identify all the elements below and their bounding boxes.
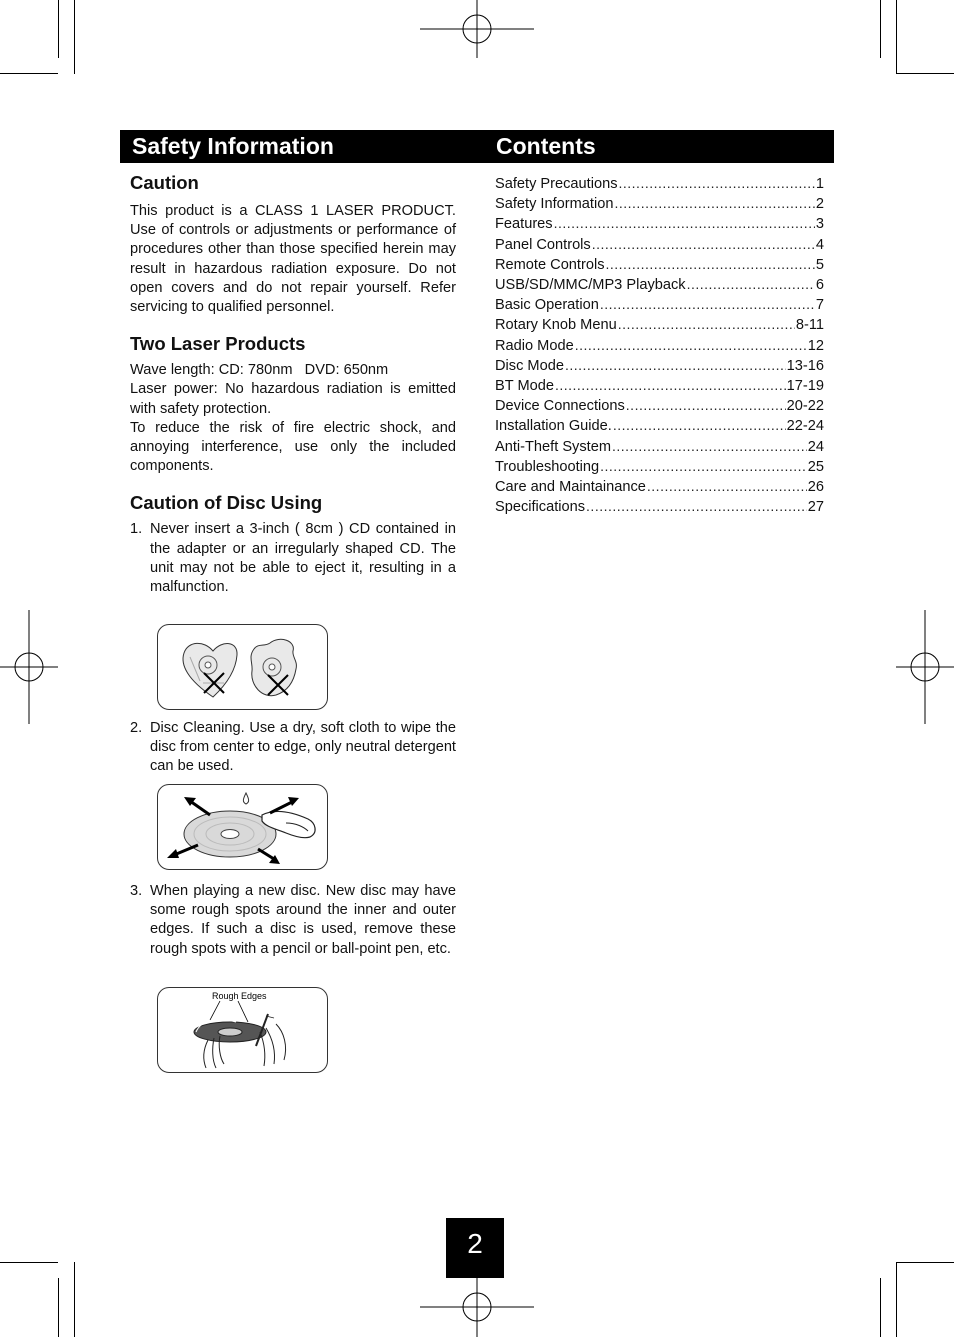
disc-caution-title: Caution of Disc Using	[130, 492, 323, 514]
toc-entry-label: Troubleshooting	[495, 458, 600, 475]
page-number: 2	[446, 1218, 504, 1278]
heart-disc-icon	[183, 643, 237, 697]
toc-entry-label: Basic Operation	[495, 297, 599, 314]
toc-entry-label: Radio Mode	[495, 337, 574, 354]
toc-entry-page: 26	[807, 479, 824, 496]
toc-entry-label: USB/SD/MMC/MP3 Playback	[495, 277, 686, 294]
toc-entry-label: Anti-Theft System	[495, 438, 611, 455]
toc-entry	[495, 194, 824, 214]
list-item	[130, 882, 456, 959]
crop-mark	[58, 0, 59, 58]
registration-mark	[0, 610, 60, 724]
dot-leader	[618, 315, 795, 334]
list-text: Disc Cleaning. Use a dry, soft cloth to wipe the disc from center to edge, only neutral detergent can be used.	[150, 720, 456, 775]
drop-icon	[243, 793, 248, 804]
crop-mark	[880, 1278, 881, 1337]
toc-entry	[495, 457, 824, 477]
toc-entry-label: Device Connections	[495, 398, 625, 415]
list-number: 1.	[130, 521, 143, 538]
toc-entry-label: Rotary Knob Menu	[495, 317, 617, 334]
dot-leader	[614, 194, 814, 213]
toc-entry	[495, 376, 824, 396]
toc-entry-page: 22-24	[786, 418, 824, 435]
table-of-contents	[495, 174, 824, 517]
dot-leader	[554, 214, 815, 233]
toc-entry-page: 7	[815, 297, 824, 314]
toc-entry-page: 1	[815, 176, 824, 192]
toc-entry-page: 2	[815, 196, 824, 213]
toc-entry-page: 5	[815, 256, 824, 273]
toc-entry	[495, 174, 824, 194]
toc-entry-page: 8-11	[795, 317, 824, 334]
caution-title: Caution	[130, 172, 199, 193]
irregular-disc-figure	[157, 624, 328, 710]
crop-mark	[896, 73, 954, 74]
crop-mark	[0, 1262, 58, 1263]
dot-leader	[687, 275, 815, 294]
crop-mark	[58, 1278, 59, 1337]
dot-leader	[600, 295, 815, 314]
list-item	[130, 719, 456, 777]
dot-leader	[575, 336, 807, 355]
crop-mark	[0, 73, 58, 74]
dot-leader	[586, 497, 807, 516]
toc-entry-page: 24	[807, 438, 824, 455]
crop-mark	[896, 1262, 897, 1337]
registration-mark	[896, 610, 954, 724]
toc-entry-page: 3	[815, 216, 824, 233]
toc-entry	[495, 214, 824, 234]
registration-mark	[420, 0, 534, 60]
toc-entry-label: Care and Maintainance	[495, 479, 646, 496]
laser-info	[130, 361, 456, 476]
toc-entry	[495, 477, 824, 497]
toc-entry-label: Installation Guide.	[495, 418, 612, 435]
laser-title: Two Laser Products	[130, 333, 306, 355]
crop-mark	[896, 0, 897, 74]
contents-heading: Contents	[496, 133, 596, 159]
list-number: 3.	[130, 883, 143, 899]
safety-information-heading: Safety Information	[132, 133, 334, 159]
toc-entry	[495, 497, 824, 517]
registration-mark	[420, 1278, 534, 1337]
crop-mark	[880, 0, 881, 58]
toc-entry	[495, 336, 824, 356]
toc-entry-label: Remote Controls	[495, 256, 605, 273]
toc-entry-page: 20-22	[786, 398, 824, 415]
toc-entry-label: Panel Controls	[495, 236, 591, 253]
crop-mark	[896, 1262, 954, 1263]
dot-leader	[612, 437, 807, 456]
list-number: 2.	[130, 720, 143, 736]
toc-entry-label: Safety Information	[495, 196, 614, 213]
rough-edges-figure	[157, 987, 328, 1073]
toc-entry-page: 13-16	[786, 357, 824, 374]
dot-leader	[613, 416, 786, 435]
dot-leader	[592, 235, 815, 254]
toc-entry	[495, 295, 824, 315]
toc-entry	[495, 315, 824, 335]
dot-leader	[619, 174, 815, 193]
dot-leader	[626, 396, 786, 415]
disc-cleaning-figure	[157, 784, 328, 870]
toc-entry-label: Safety Precautions	[495, 176, 618, 192]
toc-entry-label: BT Mode	[495, 378, 554, 395]
toc-entry-label: Specifications	[495, 499, 586, 516]
laser-wavelength: Wave length: CD: 780nm DVD: 650nm	[130, 362, 389, 379]
toc-entry-page: 4	[815, 236, 824, 253]
list-item	[130, 520, 456, 597]
toc-entry	[495, 356, 824, 376]
laser-power: Laser power: No hazardous radiation is emitted with safety protection.	[130, 381, 456, 417]
rough-edges-label: Rough Edges	[212, 991, 267, 1001]
list-text: When playing a new disc. New disc may have some rough spots around the inner and outer edges. If such a disc is used, remove these rough spots with a pencil or ball-point pen, etc.	[150, 883, 456, 957]
disc-icon	[194, 1020, 266, 1042]
header-bar	[120, 130, 834, 163]
toc-entry-label: Features	[495, 216, 553, 233]
toc-entry-page: 6	[815, 277, 824, 294]
toc-entry	[495, 396, 824, 416]
toc-entry	[495, 437, 824, 457]
toc-entry-page: 12	[807, 337, 824, 354]
dot-leader	[555, 376, 786, 395]
dot-leader	[606, 255, 815, 274]
toc-entry-page: 17-19	[786, 378, 824, 395]
dot-leader	[647, 477, 807, 496]
caution-text: This product is a CLASS 1 LASER PRODUCT. Use of controls or adjustments or performance of procedures other than those specified herein may result in hazardous radiation exposure. Do not open covers and do not repair yourself. Refer servicing to qualified personnel.	[130, 203, 456, 316]
dot-leader	[600, 457, 807, 476]
laser-shock-warning: To reduce the risk of fire electric shock, and annoying interference, use only the included components.	[130, 419, 456, 475]
toc-entry	[495, 275, 824, 295]
toc-entry	[495, 235, 824, 255]
list-text: Never insert a 3-inch ( 8cm ) CD contained in the adapter or an irregularly shaped CD. The unit may not be able to eject it, resulting in a malfunction.	[150, 521, 456, 596]
safety-column	[130, 172, 456, 597]
toc-entry	[495, 255, 824, 275]
toc-entry	[495, 416, 824, 436]
dot-leader	[565, 356, 786, 375]
crop-mark	[74, 1262, 75, 1337]
crop-mark	[74, 0, 75, 74]
toc-entry-page: 27	[807, 499, 824, 516]
irregular-disc-icon	[251, 639, 296, 695]
toc-entry-label: Disc Mode	[495, 357, 564, 374]
toc-entry-page: 25	[807, 458, 824, 475]
